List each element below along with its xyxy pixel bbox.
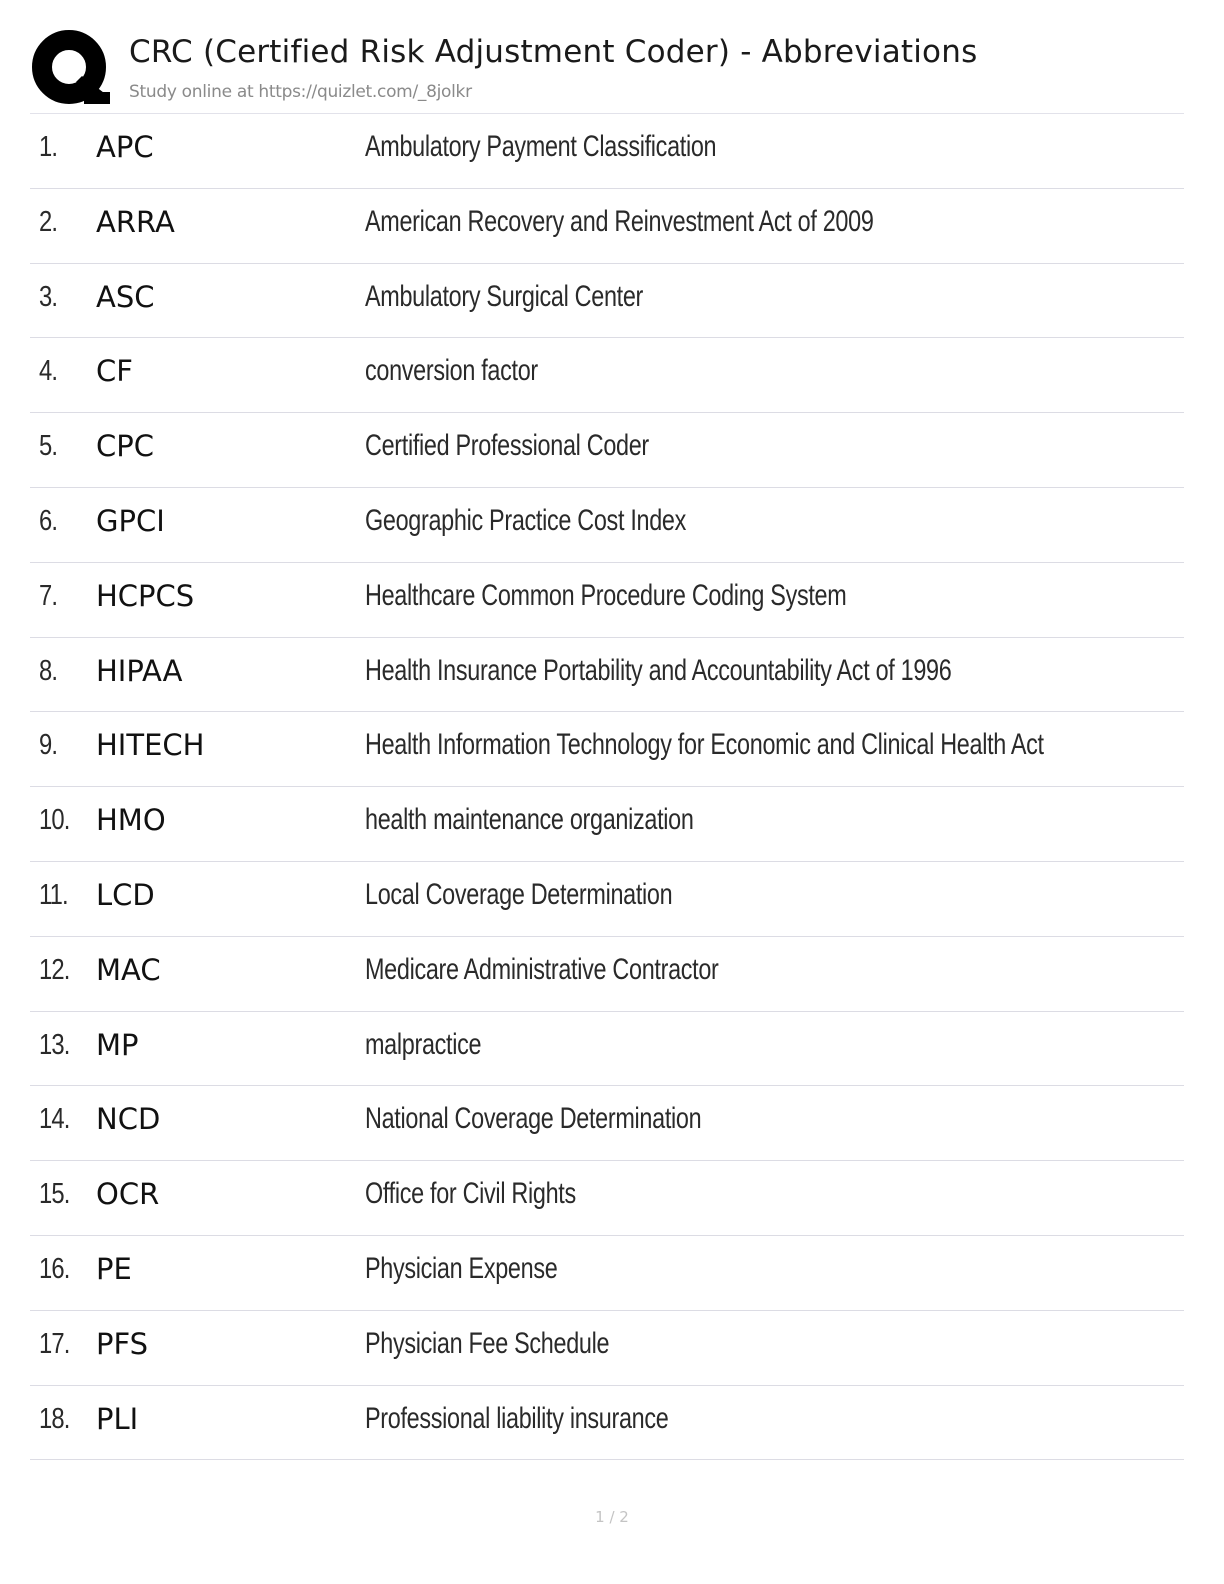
item-term: MP <box>96 1027 139 1062</box>
list-item <box>30 338 1184 413</box>
list-item <box>30 413 1184 488</box>
item-number: 11. <box>39 878 68 911</box>
item-term: HIPAA <box>96 653 183 688</box>
item-number: 4. <box>39 355 58 388</box>
item-term: CPC <box>96 429 154 464</box>
item-term: OCR <box>96 1177 160 1212</box>
item-number: 15. <box>39 1178 70 1211</box>
item-number: 2. <box>39 205 58 238</box>
list-item <box>30 1012 1184 1087</box>
list-item <box>30 862 1184 937</box>
item-definition: Physician Fee Schedule <box>365 1326 610 1360</box>
item-number: 1. <box>39 131 58 163</box>
list-item <box>30 638 1184 713</box>
item-number: 14. <box>39 1103 70 1136</box>
item-number: 8. <box>39 654 58 687</box>
item-definition: Medicare Administrative Contractor <box>365 952 719 986</box>
item-term: PFS <box>96 1326 149 1361</box>
item-definition: Geographic Practice Cost Index <box>365 503 687 537</box>
list-item <box>30 1311 1184 1386</box>
item-term: HITECH <box>96 728 205 763</box>
item-definition: Physician Expense <box>365 1251 558 1285</box>
item-term: MAC <box>96 952 161 987</box>
item-definition: Healthcare Common Procedure Coding System <box>365 578 847 612</box>
list-item <box>30 787 1184 862</box>
item-term: NCD <box>96 1102 161 1137</box>
item-definition: Certified Professional Coder <box>365 429 649 463</box>
item-term: APC <box>96 130 154 164</box>
item-definition: Office for Civil Rights <box>365 1177 576 1211</box>
abbreviation-list <box>30 114 1184 1460</box>
list-item <box>30 114 1184 189</box>
item-term: LCD <box>96 877 155 912</box>
item-number: 5. <box>39 430 58 463</box>
item-definition: health maintenance organization <box>365 803 694 837</box>
item-number: 9. <box>39 729 58 762</box>
item-number: 10. <box>39 804 70 837</box>
quizlet-q-logo-icon <box>32 30 110 108</box>
page-title: CRC (Certified Risk Adjustment Coder) - Abbreviations <box>129 34 978 70</box>
item-definition: Local Coverage Determination <box>365 877 673 911</box>
list-item <box>30 1236 1184 1311</box>
item-number: 17. <box>39 1327 70 1360</box>
item-definition: American Recovery and Reinvestment Act of 2009 <box>365 204 874 238</box>
item-definition: Health Insurance Portability and Accountability Act of 1996 <box>365 653 952 687</box>
list-item <box>30 1086 1184 1161</box>
item-definition: National Coverage Determination <box>365 1102 702 1136</box>
item-term: CF <box>96 354 133 389</box>
item-definition: Ambulatory Surgical Center <box>365 279 644 313</box>
item-term: GPCI <box>96 503 165 538</box>
study-online-link[interactable]: Study online at https://quizlet.com/_8jolkr <box>129 82 472 102</box>
list-item <box>30 1161 1184 1236</box>
page-indicator: 1 / 2 <box>595 1508 629 1526</box>
list-item <box>30 1386 1184 1461</box>
item-term: PLI <box>96 1401 139 1436</box>
item-definition: malpractice <box>365 1027 482 1061</box>
item-number: 7. <box>39 579 58 612</box>
item-term: PE <box>96 1251 132 1286</box>
item-number: 16. <box>39 1252 70 1285</box>
item-number: 6. <box>39 504 58 537</box>
list-item <box>30 488 1184 563</box>
item-definition: Ambulatory Payment Classification <box>365 130 717 163</box>
item-definition: conversion factor <box>365 354 538 388</box>
item-term: ASC <box>96 279 155 314</box>
item-number: 13. <box>39 1028 70 1061</box>
item-term: HCPCS <box>96 578 195 613</box>
item-term: ARRA <box>96 204 175 239</box>
list-item <box>30 937 1184 1012</box>
item-definition: Professional liability insurance <box>365 1401 669 1435</box>
item-number: 18. <box>39 1402 70 1435</box>
list-item <box>30 712 1184 787</box>
item-term: HMO <box>96 803 166 838</box>
item-definition: Health Information Technology for Economic and Clinical Health Act <box>365 728 1044 762</box>
list-item <box>30 563 1184 638</box>
page-header <box>30 28 1184 112</box>
list-item <box>30 189 1184 264</box>
item-number: 12. <box>39 953 70 986</box>
list-item <box>30 264 1184 339</box>
item-number: 3. <box>39 280 58 313</box>
